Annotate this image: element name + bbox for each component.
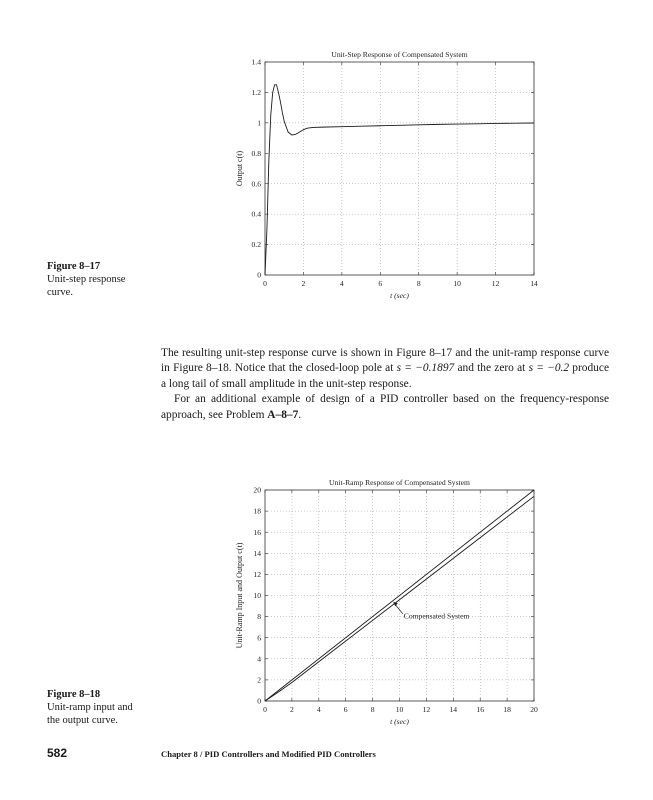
y-tick-label: 0.4 xyxy=(251,209,261,219)
paragraph-2-part1: For an additional example of design of a PID controller based on the frequency-response approach, see Problem xyxy=(161,393,609,421)
x-tick-label: 14 xyxy=(530,279,538,288)
chart-title: Unit-Step Response of Compensated System xyxy=(331,50,468,59)
x-tick-label: 8 xyxy=(416,279,421,288)
x-tick-label: 8 xyxy=(370,705,375,714)
x-axis-label: t (sec) xyxy=(390,291,409,300)
y-axis-label: Unit-Ramp Input and Output c(t) xyxy=(235,542,244,649)
figure-8-18-caption-line2: the output curve. xyxy=(47,715,118,726)
x-tick-label: 18 xyxy=(503,705,511,714)
chart-title: Unit-Ramp Response of Compensated System xyxy=(329,478,470,487)
x-tick-label: 4 xyxy=(339,279,344,288)
x-tick-label: 2 xyxy=(301,279,306,288)
y-tick-label: 1.2 xyxy=(251,88,261,98)
x-tick-label: 0 xyxy=(263,279,267,288)
y-tick-label: 0.6 xyxy=(251,179,261,189)
paragraph-1-part1: The resulting unit-step response curve is shown in Figure 8–17 and the unit-ramp response curve in Figure 8–18. Notice that the closed-loop pole at xyxy=(161,347,609,375)
y-tick-label: 1.4 xyxy=(251,57,261,67)
figure-8-18-label: Figure 8–18 xyxy=(47,689,101,700)
x-tick-label: 14 xyxy=(449,705,458,714)
figure-8-17-caption-line1: Unit-step response xyxy=(47,274,126,285)
x-tick-label: 2 xyxy=(290,705,294,714)
page-number: 582 xyxy=(47,746,68,760)
y-tick-label: 0.2 xyxy=(251,240,261,250)
paragraph-2-end: . xyxy=(298,408,302,421)
y-tick-label: 18 xyxy=(253,506,261,516)
y-tick-label: 0 xyxy=(257,696,261,706)
y-tick-label: 4 xyxy=(257,654,261,664)
x-tick-label: 20 xyxy=(530,705,538,714)
y-tick-label: 2 xyxy=(257,675,261,685)
y-tick-label: 10 xyxy=(253,591,261,601)
running-head: Chapter 8 / PID Controllers and Modified PID Controllers xyxy=(161,749,376,759)
y-axis-label: Output c(t) xyxy=(235,150,244,187)
x-tick-label: 6 xyxy=(378,279,383,288)
y-tick-label: 6 xyxy=(257,633,261,643)
plot-frame xyxy=(265,62,534,275)
paragraph-1 xyxy=(161,346,609,392)
x-tick-label: 12 xyxy=(422,705,431,714)
x-tick-label: 10 xyxy=(395,705,404,714)
series-line-1 xyxy=(265,85,534,275)
y-tick-label: 16 xyxy=(253,527,261,537)
figure-8-17-label: Figure 8–17 xyxy=(47,261,101,272)
x-tick-label: 4 xyxy=(316,705,321,714)
y-tick-label: 8 xyxy=(257,612,261,622)
paragraph-1-equation-zero: s = −0.2 xyxy=(528,362,570,375)
x-axis-label: t (sec) xyxy=(390,717,409,726)
y-tick-label: 0 xyxy=(257,270,261,280)
x-tick-label: 12 xyxy=(491,279,500,288)
paragraph-2 xyxy=(161,392,609,423)
x-tick-label: 10 xyxy=(453,279,461,288)
annotation-label: Compensated System xyxy=(403,611,470,621)
problem-reference: A–8–7 xyxy=(267,408,299,421)
y-tick-label: 1 xyxy=(257,118,261,128)
paragraph-1-part3: produce a long tail of small amplitude in the unit-step response. xyxy=(161,362,609,390)
figure-8-17-caption-line2: curve. xyxy=(47,287,73,298)
y-tick-label: 20 xyxy=(253,485,261,495)
x-tick-label: 16 xyxy=(476,705,484,714)
figure-8-17-caption xyxy=(47,260,162,299)
paragraph-1-part2: and the zero at xyxy=(454,362,529,375)
x-tick-label: 6 xyxy=(343,705,348,714)
y-tick-label: 14 xyxy=(253,548,261,558)
x-tick-label: 0 xyxy=(263,705,267,714)
paragraph-1-equation-pole: s = −0.1897 xyxy=(396,362,455,375)
y-tick-label: 12 xyxy=(253,570,261,579)
figure-8-18-caption-line1: Unit-ramp input and xyxy=(47,702,133,713)
y-tick-label: 0.8 xyxy=(251,148,261,158)
figure-8-18-caption xyxy=(47,688,162,727)
body-text xyxy=(161,346,609,423)
